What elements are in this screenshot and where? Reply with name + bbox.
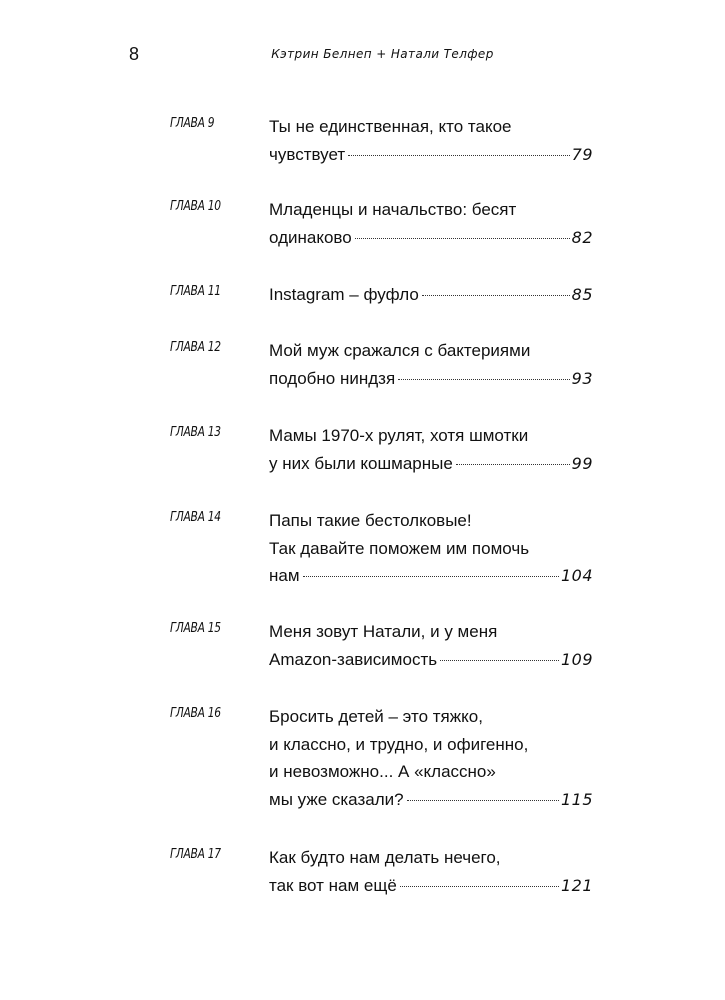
title-line: и невозможно... А «классно» <box>269 762 496 781</box>
title-line: Меня зовут Натали, и у меня <box>269 622 498 641</box>
chapter-label: ГЛАВА 16 <box>170 705 221 721</box>
dot-leader <box>456 464 570 465</box>
chapter-title <box>269 113 593 168</box>
chapter-label: ГЛАВА 15 <box>170 620 221 636</box>
chapter-label: ГЛАВА 17 <box>170 846 221 862</box>
title-line: у них были кошмарные <box>269 453 453 473</box>
dot-leader <box>440 660 559 661</box>
title-line: и классно, и трудно, и офигенно, <box>269 734 529 754</box>
chapter-title <box>269 281 593 309</box>
dot-leader <box>303 576 559 577</box>
page-reference: 93 <box>571 368 593 388</box>
title-last-line <box>269 281 593 309</box>
title-last-line <box>269 786 593 814</box>
chapter-title <box>269 196 593 251</box>
dot-leader <box>422 295 570 296</box>
page-number: 8 <box>129 44 140 64</box>
chapter-label: ГЛАВА 10 <box>170 198 221 214</box>
chapter-title <box>269 507 593 590</box>
page-reference: 104 <box>560 566 593 585</box>
title-line: мы уже сказали? <box>269 789 404 809</box>
chapter-title <box>269 618 593 673</box>
title-line: Ты не единственная, кто такое <box>269 117 512 136</box>
page-reference: 121 <box>560 875 593 895</box>
dot-leader <box>348 155 570 156</box>
title-line: Amazon-зависимость <box>269 649 438 669</box>
chapter-title <box>269 422 593 477</box>
dot-leader <box>355 238 570 239</box>
dot-leader <box>400 886 559 887</box>
title-line: Мой муж сражался с бактериями <box>269 341 531 360</box>
chapter-title <box>269 337 593 392</box>
title-line: подобно ниндзя <box>269 368 396 388</box>
chapter-label: ГЛАВА 13 <box>170 424 221 440</box>
chapter-label: ГЛАВА 11 <box>170 283 221 299</box>
title-line: Так давайте поможем им помочь <box>269 538 530 558</box>
title-line: Папы такие бестолковые! <box>269 511 472 530</box>
page-reference: 85 <box>571 285 593 304</box>
page-reference: 115 <box>560 789 593 809</box>
title-line: Младенцы и начальство: бесят <box>269 200 517 219</box>
page-reference: 109 <box>560 649 593 669</box>
dot-leader <box>407 800 559 801</box>
title-line: Как будто нам делать нечего, <box>269 848 501 867</box>
chapter-label: ГЛАВА 12 <box>170 339 221 355</box>
page-reference: 79 <box>571 144 593 164</box>
title-line: так вот нам ещё <box>269 875 397 895</box>
title-line: одинаково <box>269 227 352 247</box>
title-last-line <box>269 224 593 252</box>
title-last-line <box>269 562 593 590</box>
title-last-line <box>269 450 593 478</box>
page-reference: 82 <box>571 227 593 247</box>
chapter-label: ГЛАВА 14 <box>170 509 221 525</box>
title-line: чувствует <box>269 144 346 164</box>
title-line: нам <box>269 566 300 585</box>
title-line: Бросить детей – это тяжко, <box>269 707 483 726</box>
title-last-line <box>269 872 593 900</box>
running-head: Кэтрин Белнеп + Натали Телфер <box>271 47 494 61</box>
page-reference: 99 <box>571 453 593 473</box>
title-line: Мамы 1970-х рулят, хотя шмотки <box>269 426 529 445</box>
title-line: Instagram – фуфло <box>269 285 419 304</box>
dot-leader <box>398 379 569 380</box>
chapter-title <box>269 844 593 899</box>
chapter-title <box>269 703 593 813</box>
title-last-line <box>269 365 593 393</box>
chapter-label: ГЛАВА 9 <box>170 115 215 131</box>
title-last-line <box>269 141 593 169</box>
title-last-line <box>269 646 593 674</box>
